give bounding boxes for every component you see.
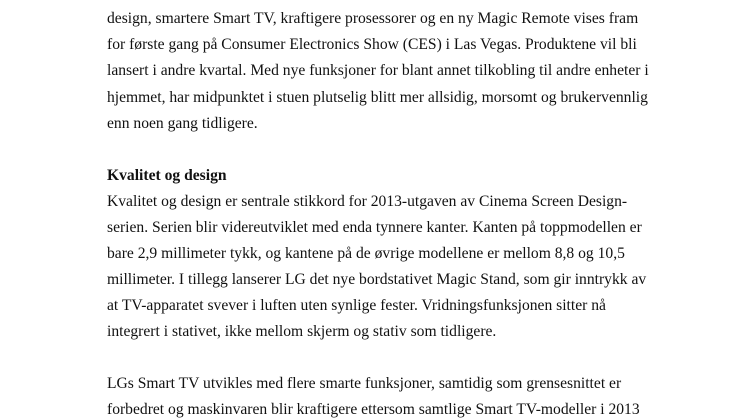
paragraph-1-line-3: lansert i andre kvartal. Med nye funksjoner for blant annet tilkobling til andre enheter i	[107, 62, 649, 79]
paragraph-1-line-4: hjemmet, har midpunktet i stuen plutselig blitt mer allsidig, morsomt og brukervennlig	[107, 89, 648, 106]
paragraph-1-line-1: design, smartere Smart TV, kraftigere prosessorer og en ny Magic Remote vises fram	[107, 10, 639, 27]
paragraph-3-line-1: LGs Smart TV utvikles med flere smarte funksjoner, samtidig som grensesnittet er	[107, 375, 622, 392]
paragraph-2-line-3: bare 2,9 millimeter tykk, og kantene på de øvrige modellene er mellom 8,8 og 10,5	[107, 245, 625, 262]
paragraph-2-line-1: Kvalitet og design er sentrale stikkord for 2013-utgaven av Cinema Screen Design-	[107, 193, 628, 210]
paragraph-2-line-6: integrert i stativet, ikke mellom skjerm og stativ som tidligere.	[107, 323, 497, 340]
paragraph-3-line-2: forbedret og maskinvaren blir kraftigere ettersom samtlige Smart TV-modeller i 2013	[107, 401, 640, 418]
paragraph-2-line-2: serien. Serien blir videreutviklet med enda tynnere kanter. Kanten på toppmodellen er	[107, 219, 642, 236]
paragraph-1-line-5: enn noen gang tidligere.	[107, 115, 258, 132]
paragraph-2-line-4: millimeter. I tillegg lanserer LG det nye bordstativet Magic Stand, som gir inntrykk av	[107, 271, 647, 288]
paragraph-1-line-2: for første gang på Consumer Electronics Show (CES) i Las Vegas. Produktene vil bli	[107, 36, 637, 53]
section-heading: Kvalitet og design	[107, 167, 227, 184]
paragraph-2-line-5: at TV-apparatet svever i luften uten synlige fester. Vridningsfunksjonen sitter nå	[107, 297, 606, 314]
